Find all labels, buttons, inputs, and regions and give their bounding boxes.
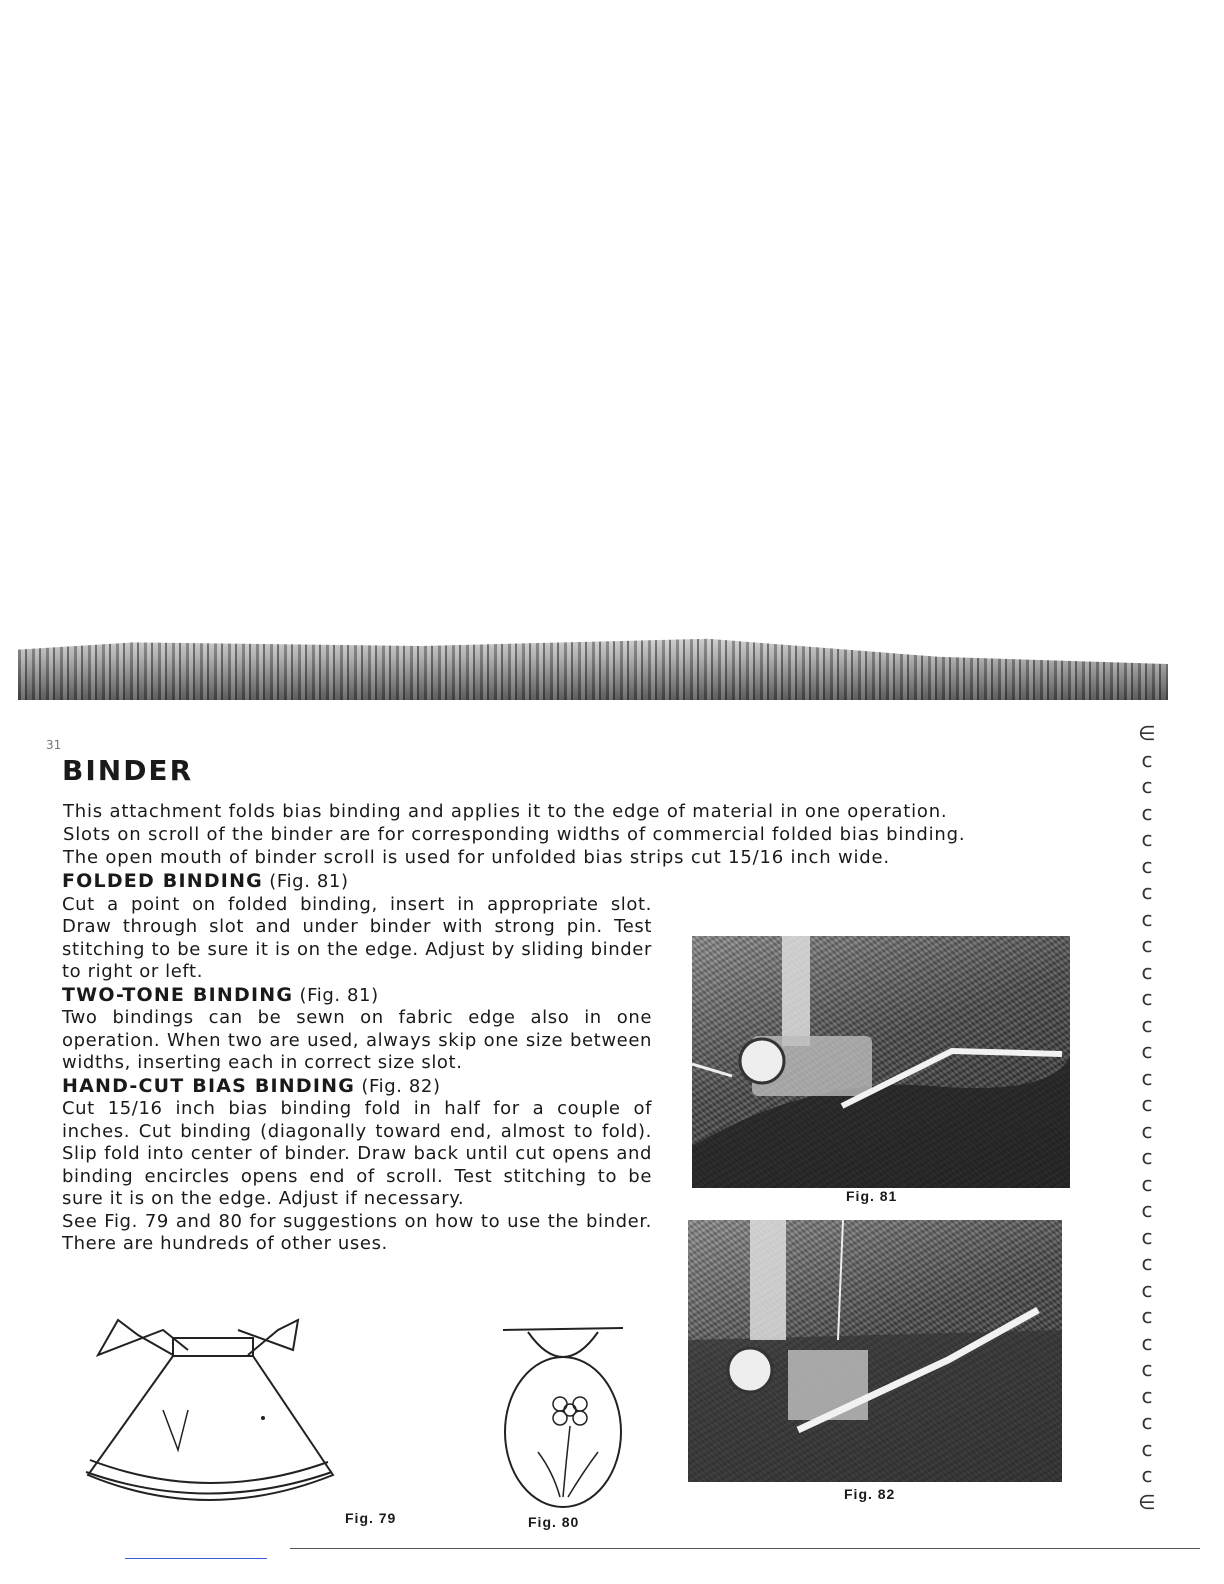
margin-mark: c [1141,1357,1153,1381]
section-body: Two bindings can be sewn on fabric edge also in one operation. When two are used, always skip one size between widths, inserting each in correct size slot. [62,1007,652,1073]
margin-mark: c [1141,1012,1153,1037]
margin-mark: c [1141,1171,1153,1196]
margin-mark: c [1141,853,1153,878]
fig-81-caption: Fig. 81 [846,1188,898,1204]
margin-mark: c [1141,1330,1153,1355]
fig-80-bib-drawing [498,1322,628,1512]
section-folded-binding [62,870,652,984]
margin-mark: c [1141,747,1153,772]
section-fig-ref: (Fig. 81) [269,871,349,892]
margin-hole-marks [1132,720,1162,1515]
margin-mark: c [1141,774,1153,798]
margin-mark: c [1141,1463,1153,1487]
margin-mark: c [1141,1251,1153,1275]
intro-line: This attachment folds bias binding and applies it to the edge of material in one operation. [63,801,948,822]
margin-mark: c [1141,1277,1153,1302]
fig-81-photo [692,936,1070,1188]
margin-mark: ∈ [1138,721,1156,745]
margin-mark: c [1141,1145,1153,1169]
blue-edge-mark [125,1558,267,1559]
scan-artifact-band [18,628,1168,700]
page-number: 31 [46,738,62,752]
intro-line: Slots on scroll of the binder are for corresponding widths of commercial folded bias binding. [63,824,966,845]
margin-mark: c [1141,933,1153,957]
page-title: BINDER [62,754,194,787]
margin-mark: c [1141,1039,1153,1063]
margin-mark: c [1141,1118,1153,1143]
margin-mark: c [1141,1224,1153,1249]
fig-82-photo [688,1220,1062,1482]
section-heading: FOLDED BINDING [62,870,263,892]
intro-paragraph [63,800,1093,869]
fig-82-caption: Fig. 82 [844,1486,896,1502]
margin-mark: c [1141,800,1153,825]
margin-mark: c [1141,1065,1153,1090]
fig-79-apron-drawing [78,1310,348,1510]
margin-mark: c [1141,959,1153,984]
section-fig-ref: (Fig. 81) [299,984,379,1006]
margin-mark: ∈ [1138,1489,1156,1514]
bottom-rule [290,1548,1200,1549]
closing-text: See Fig. 79 and 80 for suggestions on how to use the binder. There are hundreds of other uses. [62,1210,652,1254]
margin-mark: c [1141,906,1153,931]
section-two-tone-binding [62,984,652,1075]
fig-80-caption: Fig. 80 [528,1514,580,1530]
margin-mark: c [1141,1410,1153,1434]
fig-79-caption: Fig. 79 [345,1510,397,1526]
margin-mark: c [1141,880,1153,904]
margin-mark: c [1141,1092,1153,1116]
margin-mark: c [1141,986,1153,1010]
margin-mark: c [1141,1198,1153,1222]
intro-line: The open mouth of binder scroll is used for unfolded bias strips cut 15/16 inch wide. [63,847,890,868]
section-body: Cut a point on folded binding, insert in appropriate slot. Draw through slot and under binder with strong pin. Test stitching to be sure it is on the edge. Adjust by sliding binder to right or left. [62,893,652,982]
margin-mark: c [1141,827,1153,851]
instructions-column [62,870,652,1256]
margin-mark: c [1141,1436,1153,1461]
section-body: Cut 15/16 inch bias binding fold in half for a couple of inches. Cut binding (diagonally toward end, almost to fold). Slip fold into center of binder. Draw back until cut opens and binding encircles opens end of scroll. Test stitching to be sure it is on the edge. Adjust if necessary. [62,1098,652,1209]
margin-mark: c [1141,1304,1153,1328]
section-heading: TWO-TONE BINDING [62,983,294,1006]
section-heading: HAND-CUT BIAS BINDING [62,1074,356,1097]
section-fig-ref: (Fig. 82) [361,1075,441,1097]
section-hand-cut-bias-binding [62,1075,652,1211]
margin-mark: c [1141,1383,1153,1408]
